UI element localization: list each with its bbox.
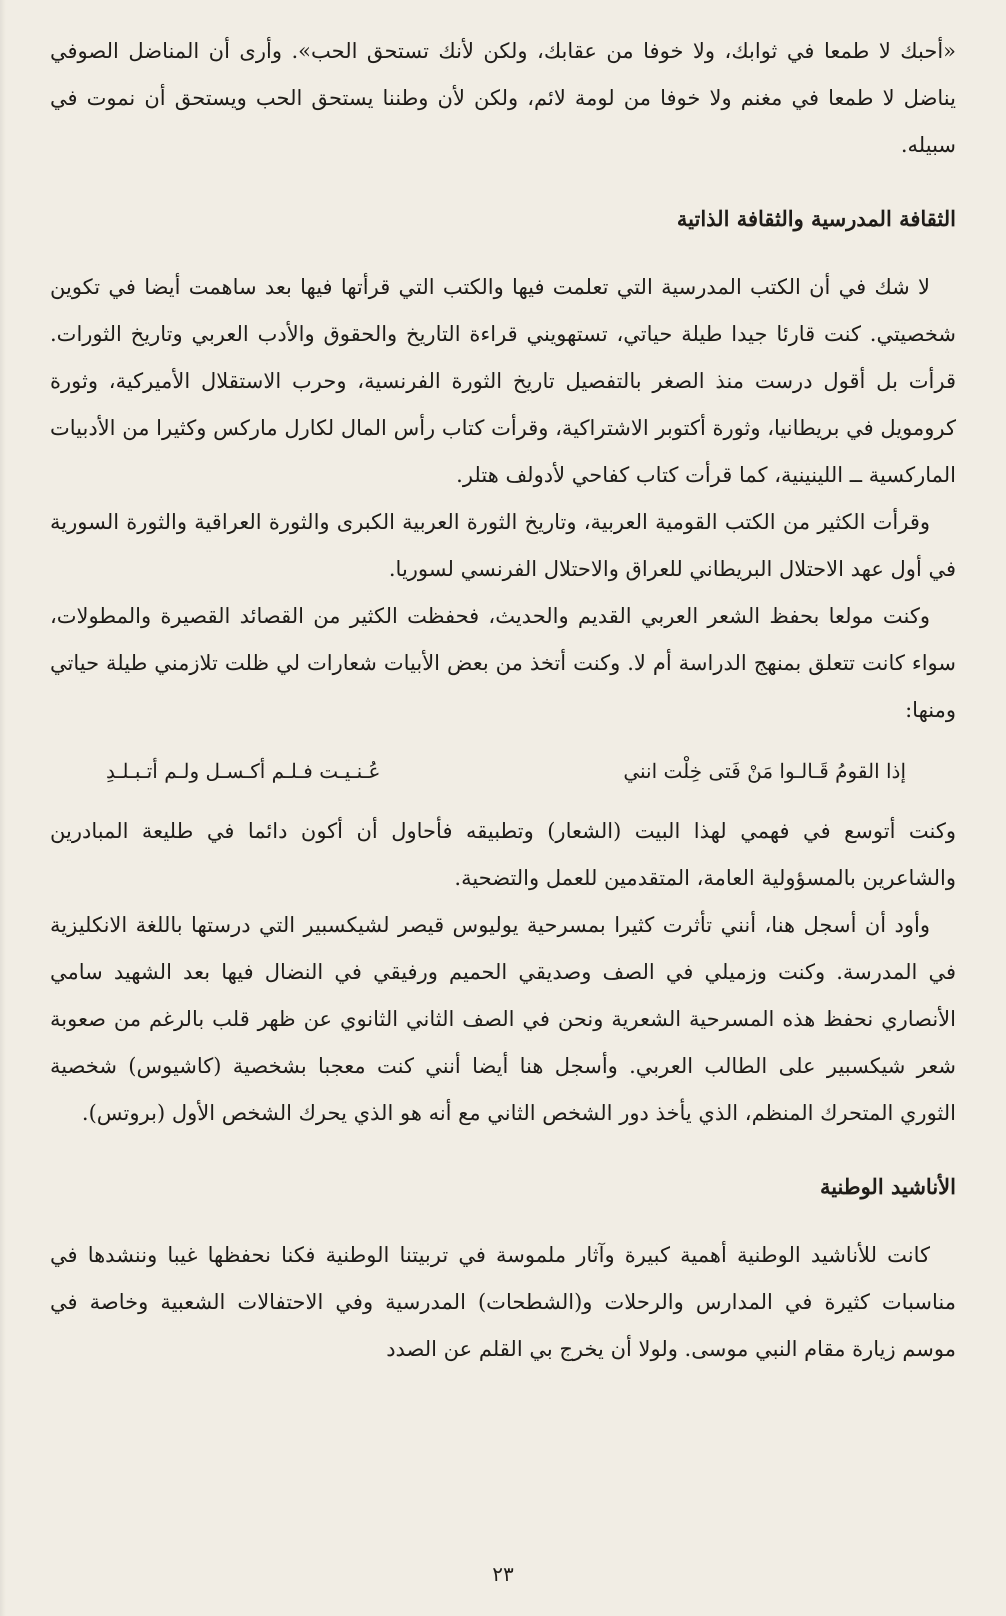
- paragraph-arab-nationalism: وقرأت الكثير من الكتب القومية العربية، وتاريخ الثورة العربية الكبرى والثورة العراقية والثورة السورية في أول عهد الاحتلال البريطاني للعراق والاحتلال الفرنسي لسوريا.: [50, 510, 956, 581]
- verse-first-hemistich: إذا القومُ قَـالـوا مَنْ فَتى خِلْت انني: [623, 759, 906, 783]
- verse-second-hemistich: عُـنـيـت فـلـم أكـسـل ولـم أتـبـلـدِ: [106, 759, 381, 783]
- poetry-verse: [106, 748, 906, 794]
- paragraph-poetry: وكنت مولعا بحفظ الشعر العربي القديم والحديث، فحفظت الكثير من القصائد القصيرة والمطولات، سواء كانت تتعلق بمنهج الدراسة أم لا. وكنت أتخذ من بعض الأبيات شعارات لي ظلت تلازمني طيلة حياتي ومنها:: [50, 604, 956, 722]
- opening-paragraph: «أحبك لا طمعا في ثوابك، ولا خوفا من عقابك، ولكن لأنك تستحق الحب». وأرى أن المناضل الصوفي يناضل لا طمعا في مغنم ولا خوفا من لومة لائم، ولكن لأن وطننا يستحق الحب ويستحق أن نموت في سبيله.: [50, 39, 956, 157]
- section-heading-national-anthems: الأناشيد الوطنية: [819, 1174, 956, 1199]
- paragraph-books-read: لا شك في أن الكتب المدرسية التي تعلمت فيها والكتب التي قرأتها فيها بعد ساهمت أيضا في تكوين شخصيتي. كنت قارئا جيدا طيلة حياتي، تستهويني قراءة التاريخ والحقوق والأدب العربي وتاريخ الثورات. قرأت بل أقول درست منذ الصغر بالتفصيل تاريخ الثورة الفرنسية، وحرب الاستقلال الأميركية، وثورة كرومويل في بريطانيا، وثورة أكتوبر الاشتراكية، وقرأت كتاب رأس المال لكارل ماركس وكثيرا من الأدبيات الماركسية ــ اللينينية، كما قرأت كتاب كفاحي لأدولف هتلر.: [50, 275, 956, 487]
- paragraph-anthems: كانت للأناشيد الوطنية أهمية كبيرة وآثار ملموسة في تربيتنا الوطنية فكنا نحفظها غيبا وننشدها في مناسبات كثيرة في المدارس والرحلات و(الشطحات) المدرسية وفي الاحتفالات الشعبية وخاصة في موسم زيارة مقام النبي موسى. ولولا أن يخرج بي القلم عن الصدد: [50, 1243, 956, 1361]
- paragraph-shakespeare: وأود أن أسجل هنا، أنني تأثرت كثيرا بمسرحية يوليوس قيصر لشيكسبير التي درستها باللغة الانكليزية في المدرسة. وكنت وزميلي في الصف وصديقي الحميم ورفيقي في النضال فيها بعد الشهيد سامي الأنصاري نحفظ هذه المسرحية الشعرية ونحن في الصف الثاني الثانوي عن ظهر قلب بالرغم من صعوبة شعر شيكسبير على الطالب العربي. وأسجل هنا أيضا أنني كنت معجبا بشخصية (كاشيوس) شخصية الثوري المتحرك المنظم، الذي يأخذ دور الشخص الثاني مع أنه هو الذي يحرك الشخص الأول (بروتس).: [50, 913, 956, 1125]
- paragraph-verse-interpretation: وكنت أتوسع في فهمي لهذا البيت (الشعار) وتطبيقه فأحاول أن أكون دائما في طليعة المبادرين والشاعرين بالمسؤولية العامة، المتقدمين للعمل والتضحية.: [50, 819, 956, 890]
- section-heading-school-culture: الثقافة المدرسية والثقافة الذاتية: [676, 206, 956, 231]
- page-number: ٢٣: [492, 1562, 514, 1586]
- page-text-block: [50, 28, 956, 1373]
